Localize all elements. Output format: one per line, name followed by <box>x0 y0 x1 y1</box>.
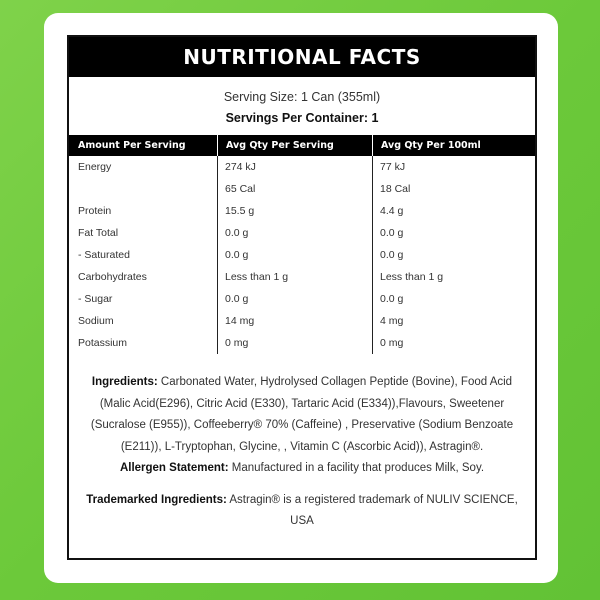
table-row <box>69 178 535 200</box>
table-row <box>69 288 535 310</box>
serving-info <box>69 77 535 129</box>
nutrient-name: Potassium <box>78 337 128 349</box>
column-divider <box>217 156 218 354</box>
ingredients-text: Carbonated Water, Hydrolysed Collagen Peptide (Bovine), Food Acid (Malic Acid(E296), Citric Acid (E330), Tartaric Acid (E334)),Flavours, Sweetener (Sucralose (E955)), Coffeeberry® 70% (Caffeine) , Preservative (Sodium Benzoate (E211)), L-Tryptophan, Glycine, , Vitamin C (Ascorbic Acid)), Astragin®. <box>90 376 514 453</box>
ingredients-block <box>69 372 535 480</box>
per-100ml-value: Less than 1 g <box>380 271 444 283</box>
nutrient-name: - Saturated <box>78 249 130 261</box>
nutrient-name: Protein <box>78 205 112 217</box>
header-amount-per-serving: Amount Per Serving <box>78 140 186 151</box>
table-row <box>69 156 535 178</box>
nutrient-name: Carbohydrates <box>78 271 147 283</box>
nutrient-name: Fat Total <box>78 227 119 239</box>
per-100ml-value: 0.0 g <box>380 293 404 305</box>
per-serving-value: 274 kJ <box>225 161 256 173</box>
table-row <box>69 222 535 244</box>
table-row <box>69 244 535 266</box>
table-header <box>69 135 535 156</box>
nutrient-name: Energy <box>78 161 112 173</box>
nutrition-panel <box>67 35 537 560</box>
serving-size: Serving Size: 1 Can (355ml) <box>223 90 381 104</box>
servings-per-container: Servings Per Container: 1 <box>225 111 379 125</box>
trademark-block <box>69 490 535 533</box>
allergen-label: Allergen Statement: <box>119 462 229 474</box>
per-serving-value: 15.5 g <box>225 205 255 217</box>
per-serving-value: 0 mg <box>225 337 249 349</box>
ingredients-label: Ingredients: <box>91 376 158 388</box>
per-100ml-value: 0 mg <box>380 337 404 349</box>
per-serving-value: Less than 1 g <box>225 271 289 283</box>
header-avg-qty-per-100ml: Avg Qty Per 100ml <box>372 135 535 156</box>
table-row <box>69 200 535 222</box>
per-serving-value: 14 mg <box>225 315 255 327</box>
nutrient-name: Sodium <box>78 315 114 327</box>
ingredients-paragraph <box>81 372 523 458</box>
per-100ml-value: 77 kJ <box>380 161 406 173</box>
per-100ml-value: 0.0 g <box>380 227 404 239</box>
nutrient-name: - Sugar <box>78 293 113 305</box>
per-100ml-value: 4 mg <box>380 315 404 327</box>
allergen-text: Manufactured in a facility that produces Milk, Soy. <box>228 462 485 474</box>
per-serving-value: 0.0 g <box>225 227 249 239</box>
per-100ml-value: 18 Cal <box>380 183 411 195</box>
table-row <box>69 332 535 354</box>
trademark-text: Astragin® is a registered trademark of NULIV SCIENCE, USA <box>226 493 518 527</box>
per-100ml-value: 4.4 g <box>380 205 404 217</box>
header-avg-qty-per-serving: Avg Qty Per Serving <box>217 135 372 156</box>
trademark-label: Trademarked Ingredients: <box>86 493 227 506</box>
per-100ml-value: 0.0 g <box>380 249 404 261</box>
per-serving-value: 0.0 g <box>225 249 249 261</box>
allergen-paragraph <box>81 458 523 480</box>
per-serving-value: 0.0 g <box>225 293 249 305</box>
panel-title: NUTRITIONAL FACTS <box>69 37 535 77</box>
per-serving-value: 65 Cal <box>225 183 256 195</box>
table-row <box>69 266 535 288</box>
column-divider <box>372 156 373 354</box>
table-row <box>69 310 535 332</box>
nutrition-table-body <box>69 156 535 354</box>
product-card <box>44 13 558 583</box>
